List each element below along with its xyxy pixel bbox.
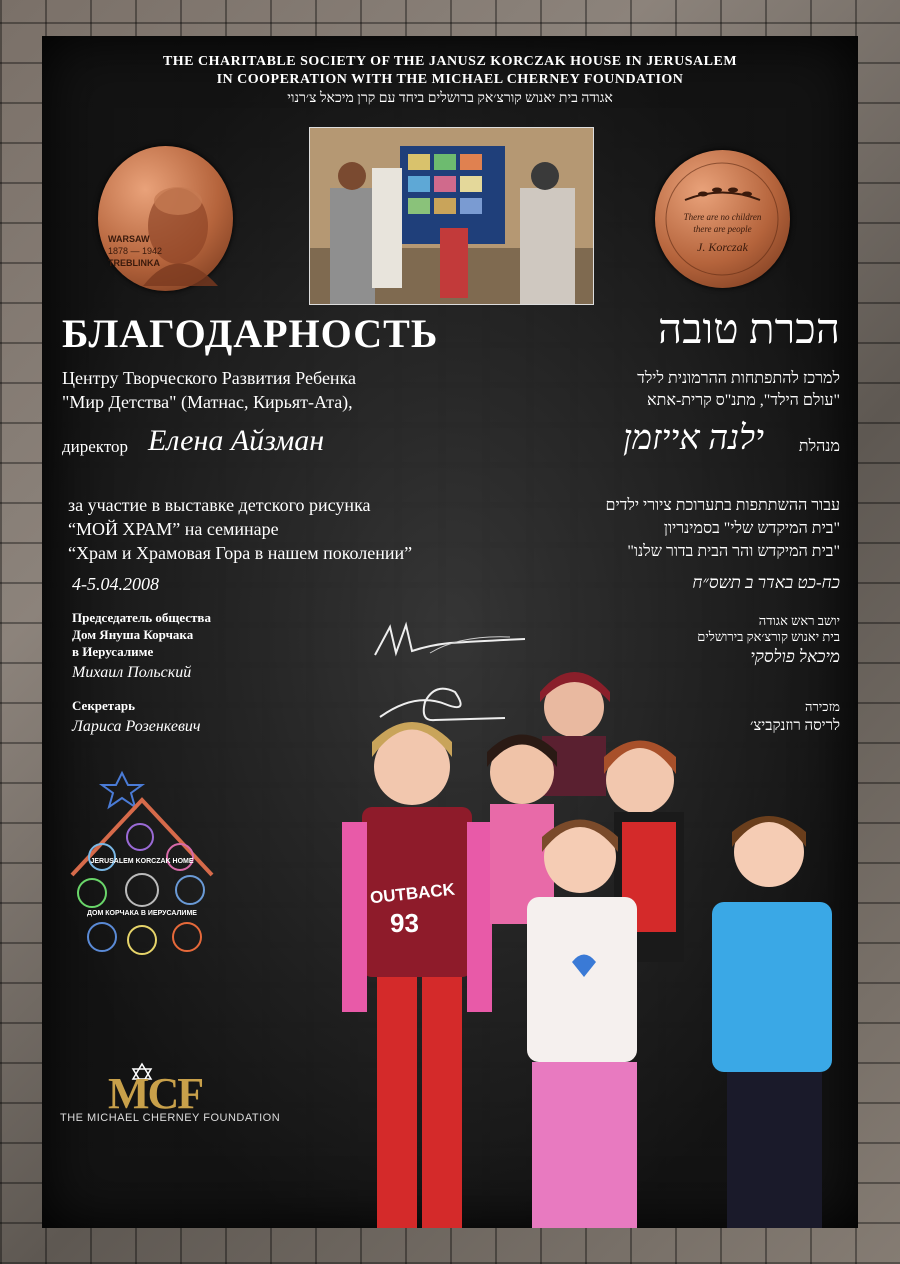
korczak-portrait-icon	[98, 146, 233, 291]
medal-city: WARSAW	[108, 234, 150, 244]
shirt-number: 93	[390, 908, 419, 938]
reason-ru-date: 4-5.04.2008	[72, 574, 159, 594]
medal-place: TREBLINKA	[108, 258, 160, 268]
shirt-brand: OUTBACK	[369, 879, 456, 908]
chair-title-ru-2: Дом Януша Корчака	[72, 627, 194, 642]
chair-title-ru-3: в Иерусалиме	[72, 644, 154, 659]
chair-title-he-2: בית יאנוש קורצ׳אק בירושלים	[697, 629, 840, 644]
children-group-illustration	[322, 662, 858, 1228]
medal-quote-2: there are people	[693, 224, 752, 234]
reason-he-line-3: "בית המיקדש והר הבית בדור שלנו"	[627, 543, 840, 560]
reason-ru-line-2: “МОЙ ХРАМ” на семинаре	[68, 519, 279, 539]
recipient-ru-line-2: "Мир Детства" (Матнас, Кирьят-Ата),	[62, 392, 353, 412]
chair-name-he: מיכאל פולסקי	[750, 647, 840, 666]
exhibition-photo	[309, 127, 594, 305]
recipient-ru-line-1: Центру Творческого Развития Ребенка	[62, 368, 357, 388]
reason-he-date: כח-כט באדר ב תשס״ח	[692, 573, 840, 592]
director-label-he: מנהלת	[798, 438, 840, 455]
chair-name-ru: Михаил Польский	[72, 664, 192, 681]
reason-ru-line-3: “Храм и Храмовая Гора в нашем поколении”	[68, 543, 413, 563]
society-medal	[655, 150, 790, 288]
children-group-photo	[322, 662, 858, 1228]
director-label-ru: директор	[62, 437, 129, 456]
korczak-portrait-medal	[98, 146, 233, 291]
secretary-name-he: לריסה רוזנקביצ׳	[749, 718, 840, 734]
header-line-2: IN COOPERATION WITH THE MICHAEL CHERNEY FOUNDATION	[216, 72, 684, 87]
director-name-ru: Елена Айзман	[148, 424, 325, 457]
chair-title-he-1: יושב ראש אגודה	[758, 613, 840, 628]
title-hebrew: הכרת טובה	[658, 307, 840, 353]
header-line-1: THE CHARITABLE SOCIETY OF THE JANUSZ KORCZAK HOUSE IN JERUSALEM	[162, 54, 738, 69]
logo-text-ru: ДОМ КОРЧАКА В ИЕРУСАЛИМЕ	[87, 910, 197, 917]
logo-text-en: JERUSALEM KORCZAK HOME	[90, 858, 194, 865]
secretary-name-ru: Лариса Розенкевич	[72, 718, 201, 735]
chair-signature-icon	[370, 615, 530, 665]
secretary-title-ru: Секретарь	[72, 698, 135, 713]
medal-signature: J. Korczak	[697, 240, 748, 254]
recipient-he-line-2: "עולם הילד", מתנ"ס קרית-אתא	[647, 392, 840, 409]
reason-he-line-1: עבור ההשתתפות בתערוכת ציורי ילדים	[605, 497, 840, 514]
director-name-he: ילנה אייזמן	[623, 420, 764, 457]
secretary-title-he: מזכירה	[805, 699, 840, 714]
foundation-monogram: MCF	[108, 1069, 203, 1118]
recipient-he-line-1: למרכז להתפתחות ההרמונית לילד	[637, 370, 840, 387]
house-of-smiles-icon	[62, 765, 222, 975]
reason-he-line-2: "בית המיקדש שלי" בסמינריון	[663, 520, 840, 537]
exhibition-scene-icon	[310, 128, 593, 304]
header-hebrew: אגודה בית יאנוש קורצ׳אק ברושלים ביחד עם קרן מיכאל צ׳רנוי	[287, 91, 613, 106]
medal-quote-1: There are no children	[683, 212, 762, 222]
reason-ru-line-1: за участие в выставке детского рисунка	[68, 495, 371, 515]
cherney-foundation-logo	[60, 1062, 340, 1132]
korczak-house-logo	[62, 765, 222, 975]
foundation-name: THE MICHAEL CHERNEY FOUNDATION	[60, 1112, 281, 1124]
title-russian: БЛАГОДАРНОСТЬ	[62, 311, 439, 356]
medal-years: 1878 — 1942	[108, 246, 163, 256]
chair-title-ru-1: Председатель общества	[72, 610, 211, 625]
